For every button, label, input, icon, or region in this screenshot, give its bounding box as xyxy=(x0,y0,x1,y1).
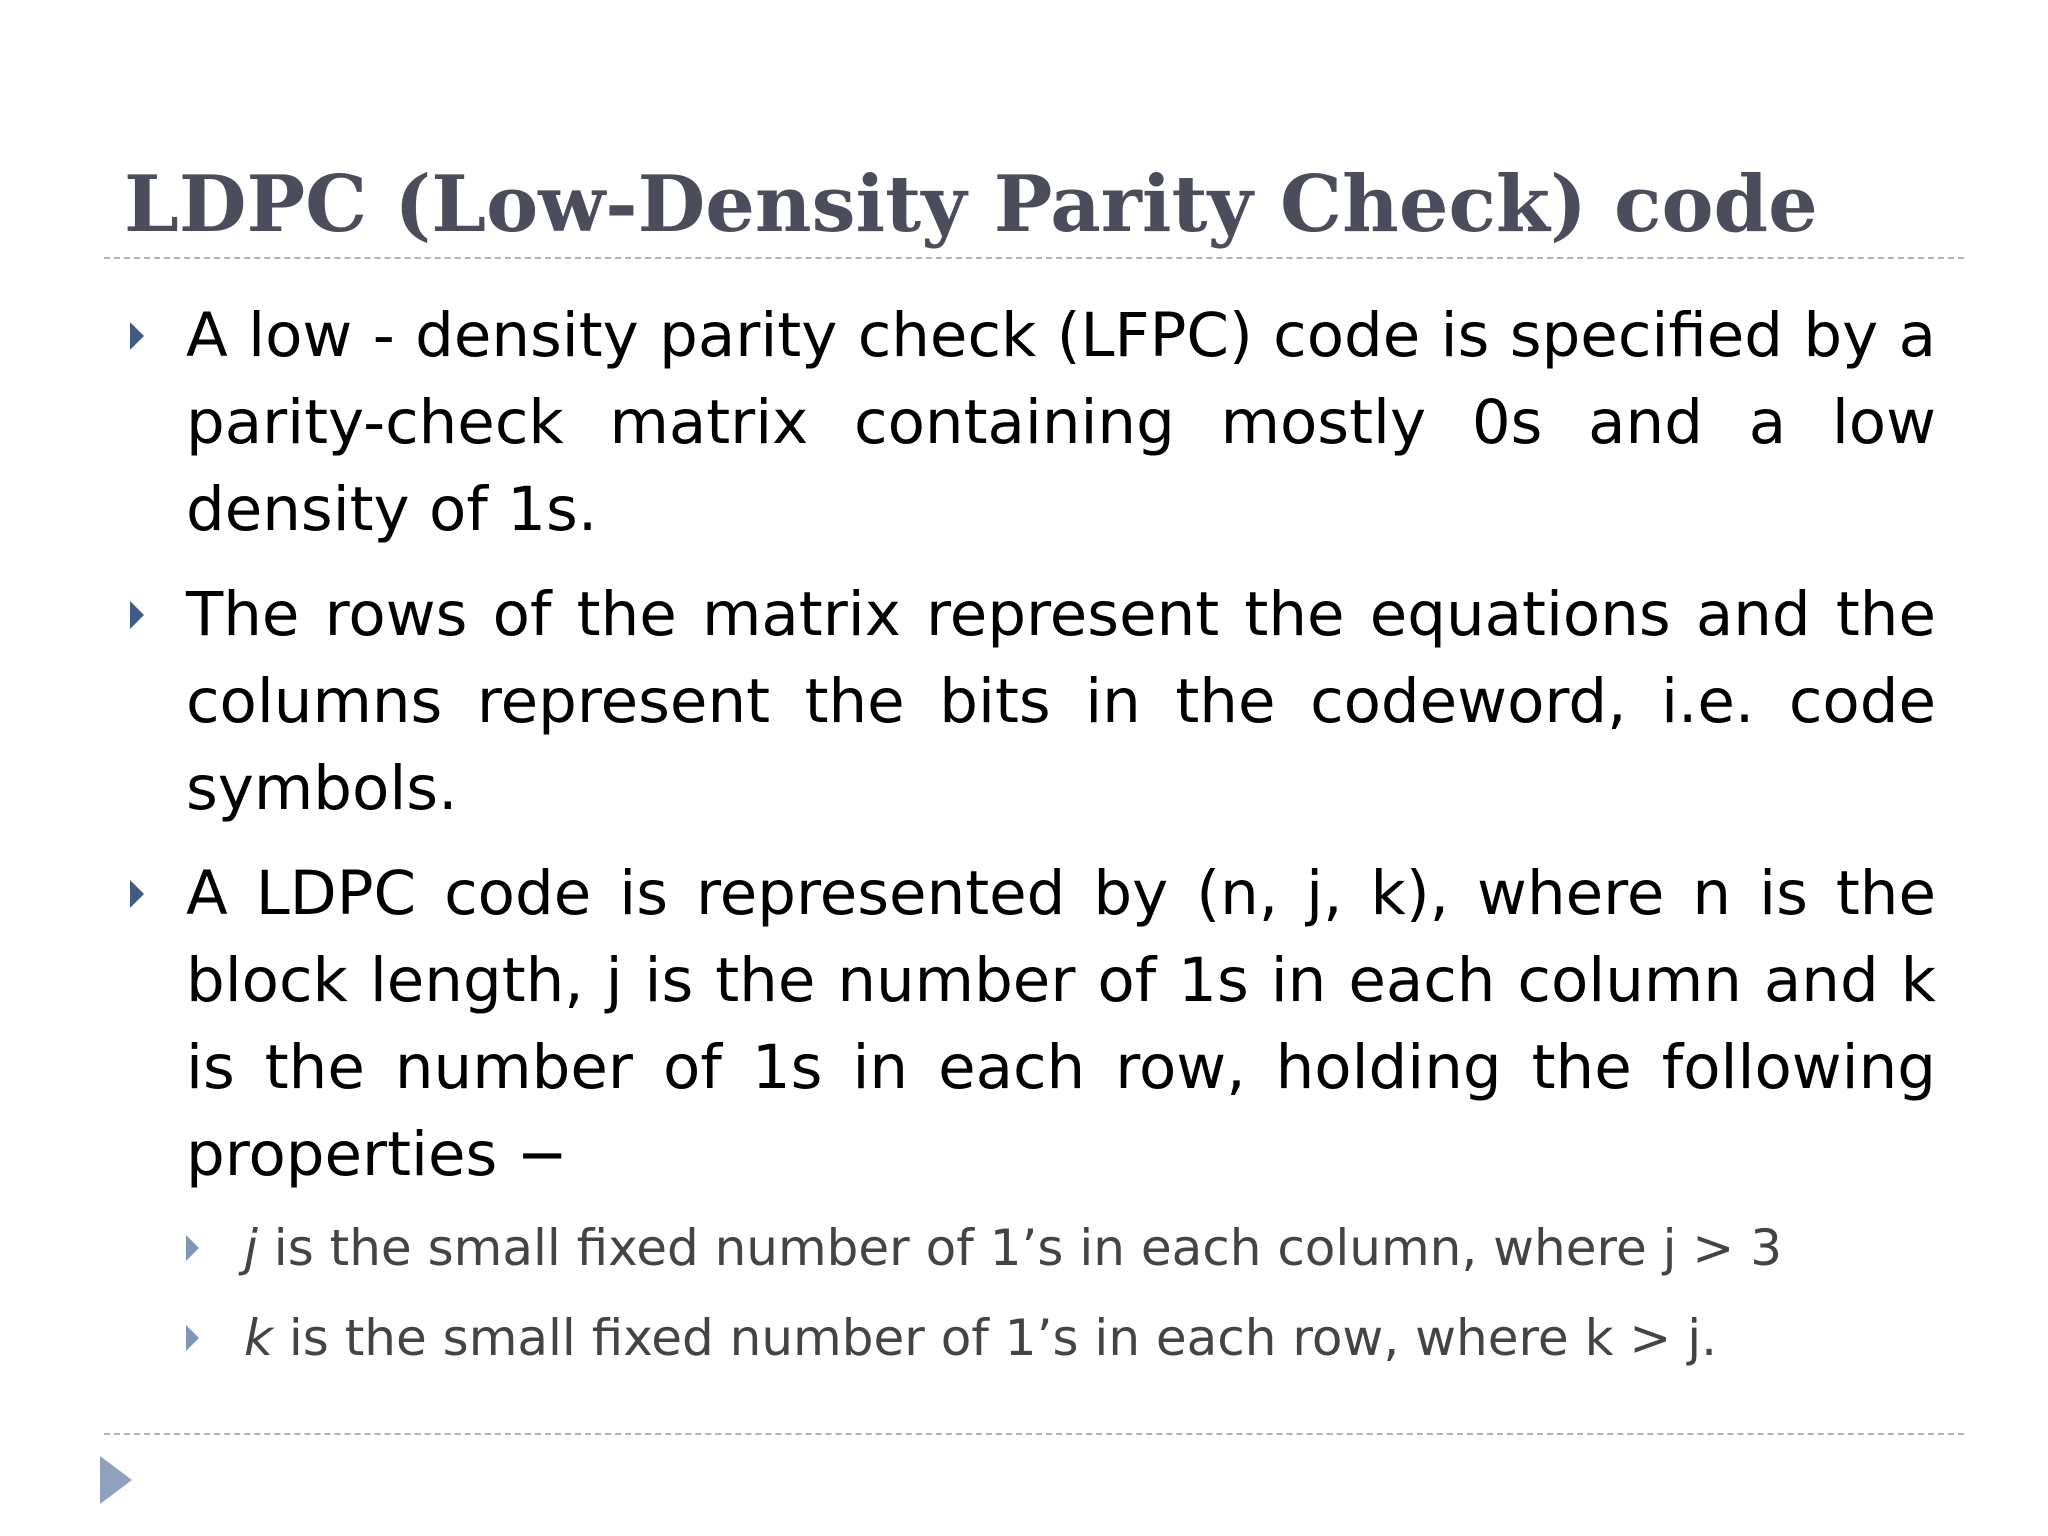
sub-bullet-item-1 xyxy=(186,1208,1936,1288)
bullet-text-3: A LDPC code is represented by (n, j, k), where n is the block length, j is the number of 1s in each column and k is the number of 1s in each row, holding the following properties − xyxy=(186,858,1936,1190)
bullet-list xyxy=(124,292,1936,1396)
triangle-bullet-icon xyxy=(130,601,144,629)
bullet-item-2 xyxy=(124,571,1936,832)
sub-bullet-item-2 xyxy=(186,1298,1936,1378)
triangle-bullet-icon xyxy=(186,1235,199,1261)
bullet-text-2: The rows of the matrix represent the equations and the columns represent the bits in the codeword, i.e. code symbols. xyxy=(186,579,1936,824)
variable-j: j xyxy=(244,1219,258,1277)
footer-divider xyxy=(104,1433,1964,1435)
bullet-text-1: A low - density parity check (LFPC) code is specified by a parity-check matrix containing mostly 0s and a low density of 1s. xyxy=(186,300,1936,545)
triangle-bullet-icon xyxy=(130,880,144,908)
slide-title: LDPC (Low-Density Parity Check) code xyxy=(124,159,1818,250)
next-slide-arrow-icon[interactable] xyxy=(100,1456,132,1504)
sub-bullet-text-2: is the small fixed number of 1’s in each row, where k > j. xyxy=(272,1309,1717,1367)
bullet-item-3 xyxy=(124,850,1936,1378)
sub-bullet-text-1: is the small fixed number of 1’s in each column, where j > 3 xyxy=(257,1219,1783,1277)
variable-k: k xyxy=(244,1309,273,1367)
sub-bullet-list xyxy=(186,1208,1936,1378)
bullet-item-1 xyxy=(124,292,1936,553)
triangle-bullet-icon xyxy=(186,1325,199,1351)
title-divider xyxy=(104,257,1964,259)
triangle-bullet-icon xyxy=(130,322,144,350)
